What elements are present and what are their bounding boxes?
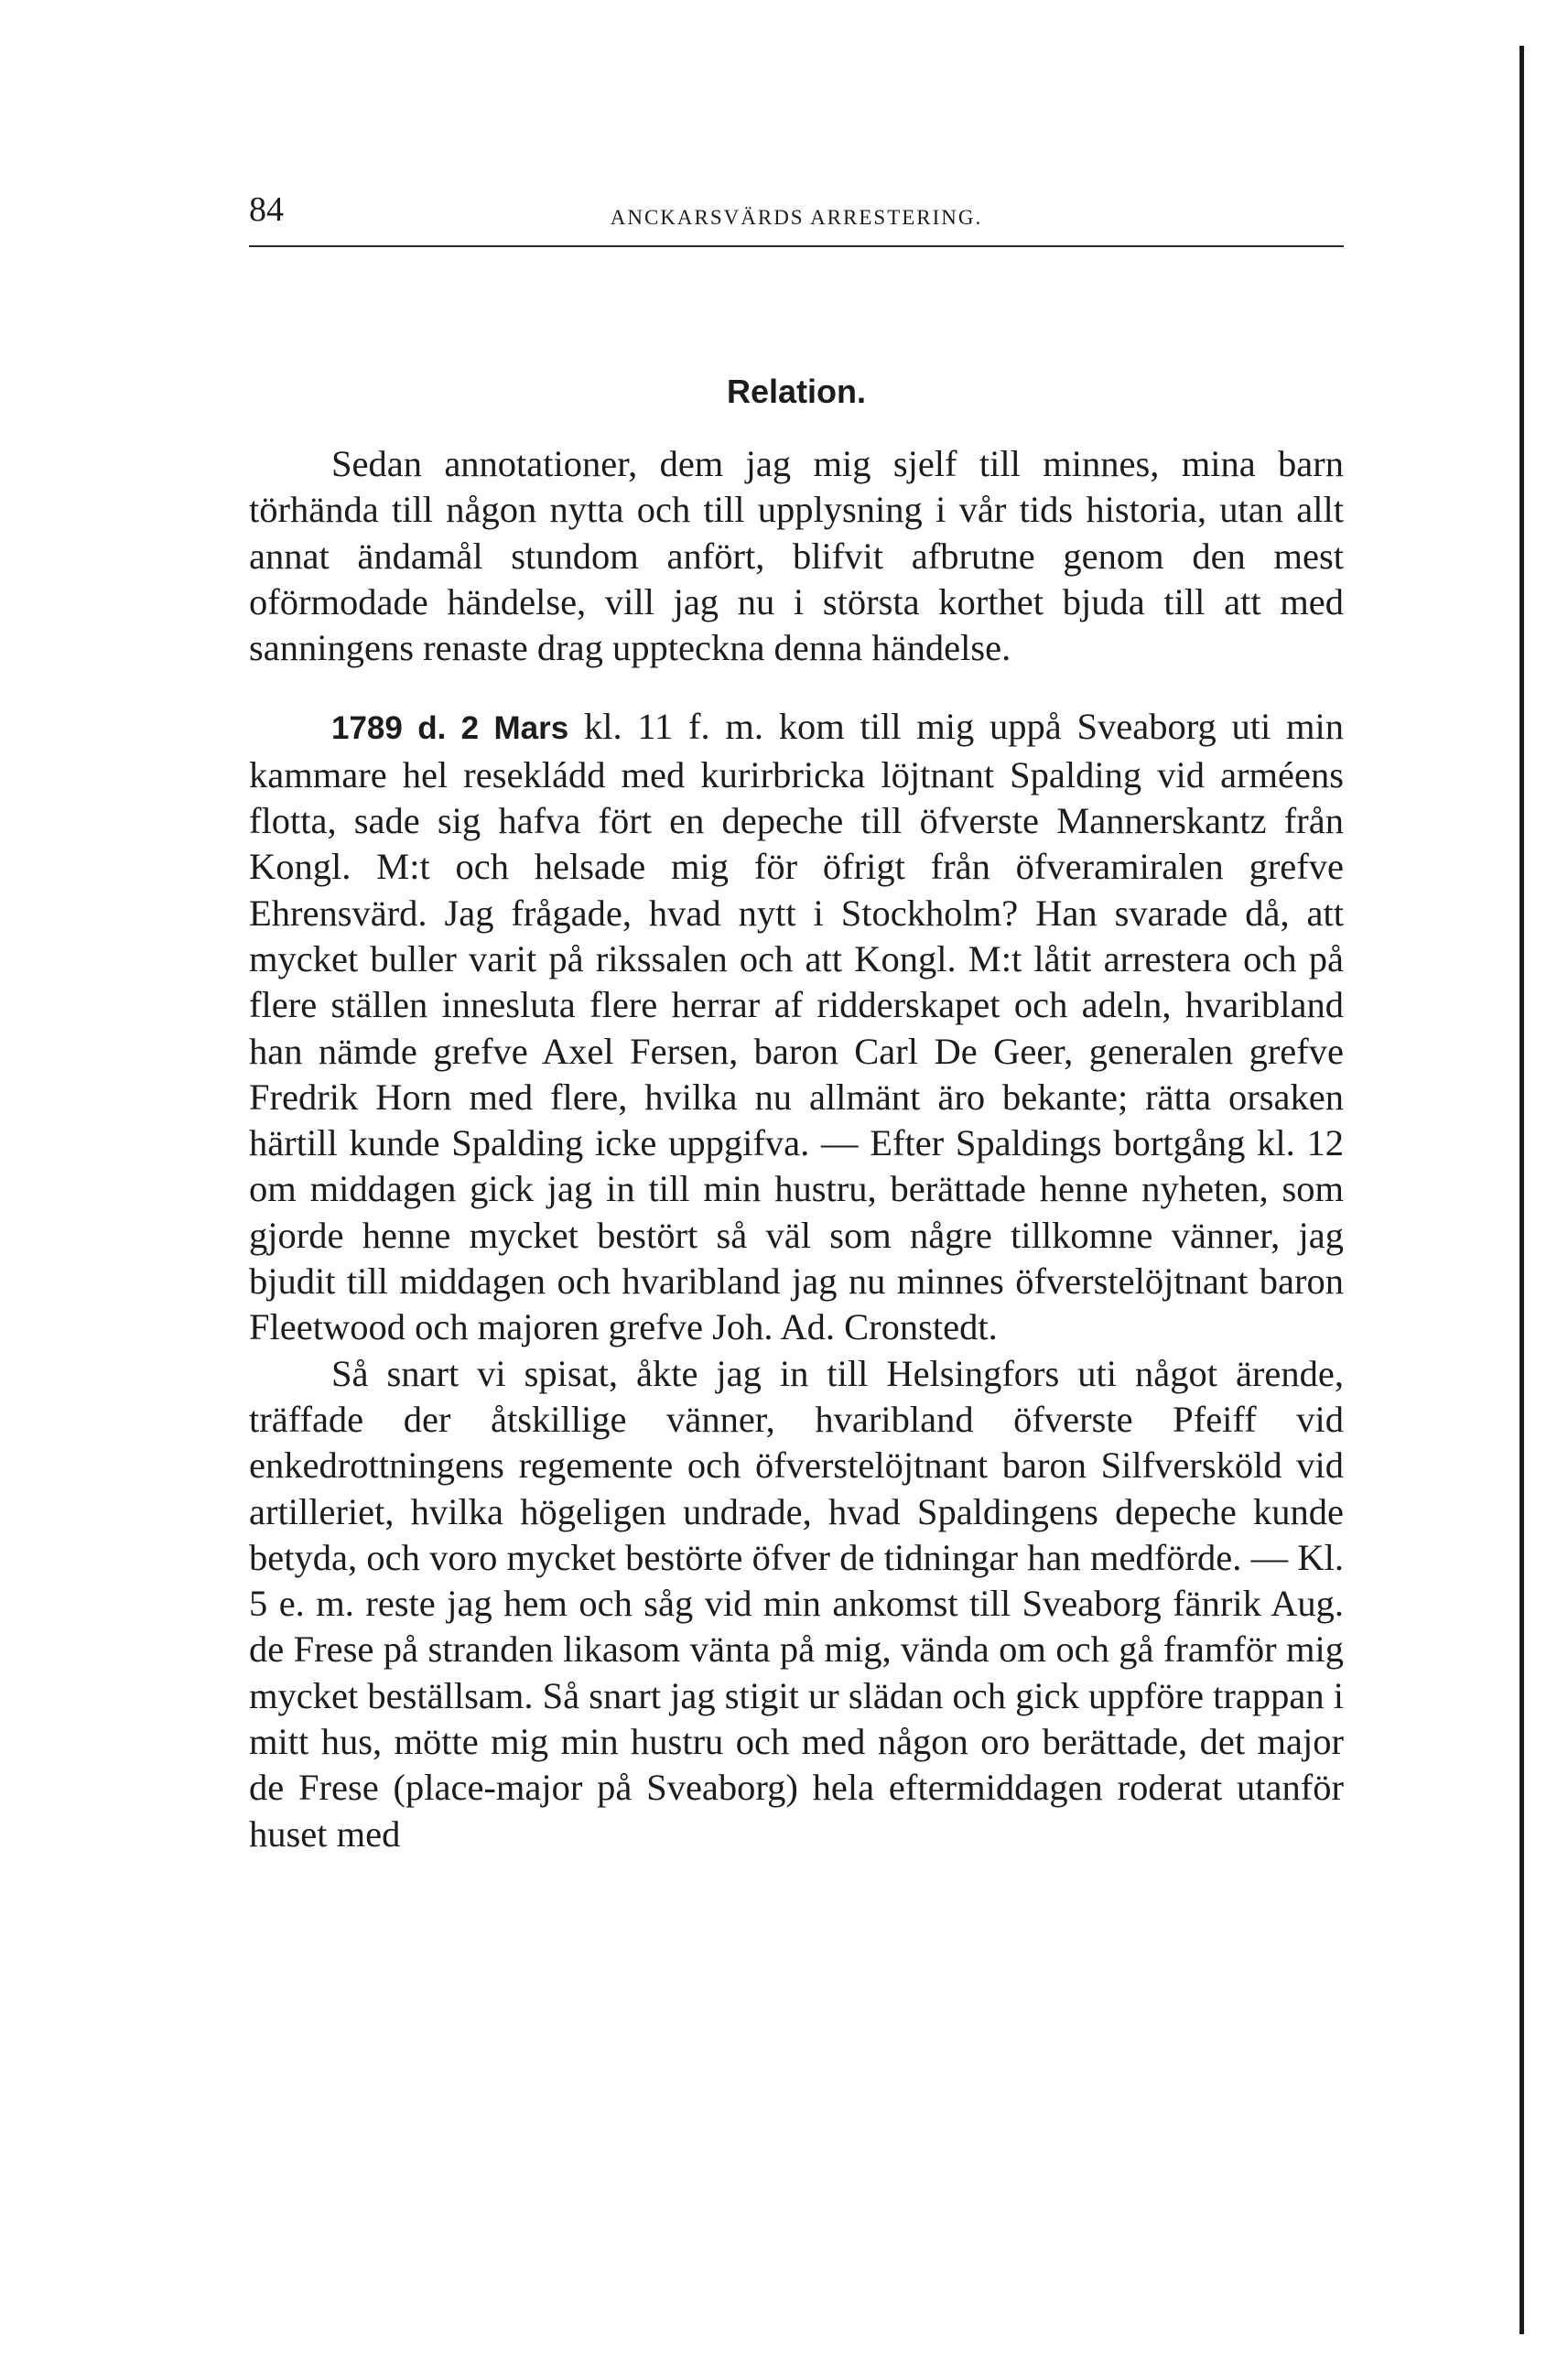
header-rule (249, 245, 1344, 247)
page-number: 84 (249, 190, 284, 229)
paragraph-arrival-text: kl. 11 f. m. kom till mig uppå Sveaborg uti min kammare hel resekládd med kurirbricka löjtnant Spalding vid arméens flotta, sade sig hafva fört en depeche till öfverste Mannerskantz från Kongl. M:t och helsade mig för öfrigt från öfveramiralen grefve Ehrensvärd. Jag frågade, hvad nytt i Stockholm? Han svarade då, att mycket buller varit på rikssalen och att Kongl. M:t låtit arrestera och på flere ställen innesluta flere herrar af ridderskapet och adeln, hvaribland han nämde grefve Axel Fersen, baron Carl De Geer, generalen grefve Fredrik Horn med flere, hvilka nu allmänt äro bekante; rätta orsaken härtill kunde Spalding icke uppgifva. — Efter Spaldings bortgång kl. 12 om middagen gick jag in till min hustru, berättade henne nyheten, som gjorde henne mycket bestört så väl som någre tillkomne vänner, jag bjudit till middagen och hvaribland jag nu minnes öfverstelöjtnant baron Fleetwood och majoren grefve Joh. Ad. Cronstedt. (249, 706, 1344, 1348)
paragraph-helsingfors: Så snart vi spisat, åkte jag in till Helsingfors uti något ärende, träffade der åtskillige vänner, hvaribland öfverste Pfeiff vid enkedrottningens regemente och öfverstelöjtnant baron Silfversköld vid artilleriet, hvilka högeligen undrade, hvad Spaldingens depeche kunde betyda, och voro mycket bestörte öfver de tidningar han medförde. — Kl. 5 e. m. reste jag hem och såg vid min ankomst till Sveaborg fänrik Aug. de Frese på stranden likasom vänta på mig, vända om och gå framför mig mycket beställsam. Så snart jag stigit ur slädan och gick uppföre trappan i mitt hus, mötte mig min hustru och med någon oro berättade, det major de Frese (place-major på Sveaborg) hela eftermiddagen roderat utanför huset med (249, 1352, 1344, 1855)
date-lead: 1789 d. 2 Mars (331, 710, 569, 747)
running-head: ANCKARSVÄRDS ARRESTERING. (610, 206, 983, 229)
paragraph-arrival (249, 704, 1344, 1350)
section-title: Relation. (726, 373, 866, 410)
scan-edge-rule (1519, 46, 1524, 2334)
paragraph-intro: Sedan annotationer, dem jag mig sjelf till minnes, mina barn törhända till någon nytta och till upplysning i vår tids historia, utan allt annat ändamål stundom anfört, blifvit afbrutne genom den mest oförmodade händelse, vill jag nu i största korthet bjuda till att med sanningens renaste drag uppteckna denna händelse. (249, 443, 1344, 669)
body-text (249, 441, 1344, 1857)
page-header (249, 154, 1344, 227)
